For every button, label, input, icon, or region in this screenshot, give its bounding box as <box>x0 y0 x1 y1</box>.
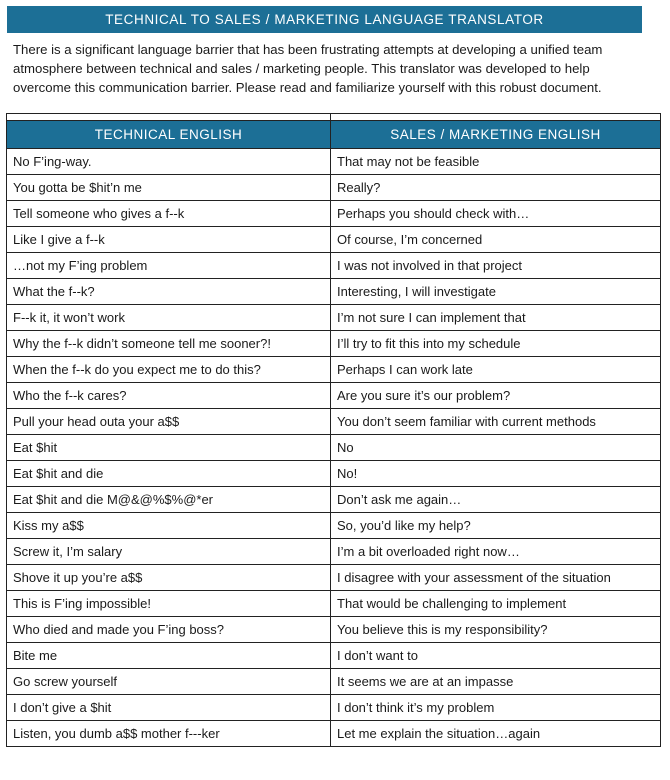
table-row <box>7 331 661 357</box>
table-row <box>7 721 661 747</box>
sales-cell: No <box>331 435 661 461</box>
table-row <box>7 149 661 175</box>
technical-cell: Shove it up you’re a$$ <box>7 565 331 591</box>
table-row <box>7 175 661 201</box>
sales-cell: I’ll try to fit this into my schedule <box>331 331 661 357</box>
technical-cell: Tell someone who gives a f--k <box>7 201 331 227</box>
table-row <box>7 279 661 305</box>
technical-cell: Go screw yourself <box>7 669 331 695</box>
sales-cell: It seems we are at an impasse <box>331 669 661 695</box>
document-title: TECHNICAL TO SALES / MARKETING LANGUAGE TRANSLATOR <box>7 6 642 33</box>
table-row <box>7 617 661 643</box>
technical-cell: …not my F’ing problem <box>7 253 331 279</box>
technical-cell: Who the f--k cares? <box>7 383 331 409</box>
sales-cell: Perhaps I can work late <box>331 357 661 383</box>
sales-cell: That may not be feasible <box>331 149 661 175</box>
table-row <box>7 201 661 227</box>
sales-cell: You don’t seem familiar with current methods <box>331 409 661 435</box>
table-row <box>7 383 661 409</box>
sales-cell: That would be challenging to implement <box>331 591 661 617</box>
sales-cell: Let me explain the situation…again <box>331 721 661 747</box>
technical-cell: Eat $hit <box>7 435 331 461</box>
technical-cell: Eat $hit and die <box>7 461 331 487</box>
table-row <box>7 643 661 669</box>
table-spacer <box>7 114 661 121</box>
table-row <box>7 253 661 279</box>
header-technical: TECHNICAL ENGLISH <box>7 121 331 149</box>
technical-cell: This is F’ing impossible! <box>7 591 331 617</box>
sales-cell: Are you sure it’s our problem? <box>331 383 661 409</box>
technical-cell: Who died and made you F’ing boss? <box>7 617 331 643</box>
table-row <box>7 435 661 461</box>
sales-cell: You believe this is my responsibility? <box>331 617 661 643</box>
technical-cell: I don’t give a $hit <box>7 695 331 721</box>
table-row <box>7 539 661 565</box>
sales-cell: Really? <box>331 175 661 201</box>
technical-cell: Like I give a f--k <box>7 227 331 253</box>
table-row <box>7 487 661 513</box>
sales-cell: Don’t ask me again… <box>331 487 661 513</box>
sales-cell: Perhaps you should check with… <box>331 201 661 227</box>
sales-cell: I don’t think it’s my problem <box>331 695 661 721</box>
table-row <box>7 695 661 721</box>
technical-cell: No F’ing-way. <box>7 149 331 175</box>
table-header-row <box>7 121 661 149</box>
table-row <box>7 669 661 695</box>
table-row <box>7 409 661 435</box>
technical-cell: You gotta be $hit’n me <box>7 175 331 201</box>
technical-cell: What the f--k? <box>7 279 331 305</box>
table-row <box>7 565 661 591</box>
intro-paragraph: There is a significant language barrier that has been frustrating attempts at developing a unified team atmosphere between technical and sales / marketing people. This translator was developed to help overcome this communication barrier. Please read and familiarize yourself with this robust document. <box>13 42 603 95</box>
sales-cell: I disagree with your assessment of the situation <box>331 565 661 591</box>
technical-cell: F--k it, it won’t work <box>7 305 331 331</box>
sales-cell: Interesting, I will investigate <box>331 279 661 305</box>
technical-cell: Screw it, I’m salary <box>7 539 331 565</box>
sales-cell: I’m not sure I can implement that <box>331 305 661 331</box>
sales-cell: So, you’d like my help? <box>331 513 661 539</box>
sales-cell: I don’t want to <box>331 643 661 669</box>
technical-cell: Listen, you dumb a$$ mother f---ker <box>7 721 331 747</box>
sales-cell: I’m a bit overloaded right now… <box>331 539 661 565</box>
technical-cell: Kiss my a$$ <box>7 513 331 539</box>
header-sales: SALES / MARKETING ENGLISH <box>331 121 661 149</box>
table-row <box>7 227 661 253</box>
table-row <box>7 513 661 539</box>
table-row <box>7 591 661 617</box>
technical-cell: Bite me <box>7 643 331 669</box>
table-row <box>7 305 661 331</box>
technical-cell: When the f--k do you expect me to do this? <box>7 357 331 383</box>
sales-cell: No! <box>331 461 661 487</box>
technical-cell: Why the f--k didn’t someone tell me sooner?! <box>7 331 331 357</box>
technical-cell: Eat $hit and die M@&@%$%@*er <box>7 487 331 513</box>
translator-table <box>6 113 661 747</box>
sales-cell: I was not involved in that project <box>331 253 661 279</box>
table-row <box>7 357 661 383</box>
table-row <box>7 461 661 487</box>
sales-cell: Of course, I’m concerned <box>331 227 661 253</box>
technical-cell: Pull your head outa your a$$ <box>7 409 331 435</box>
